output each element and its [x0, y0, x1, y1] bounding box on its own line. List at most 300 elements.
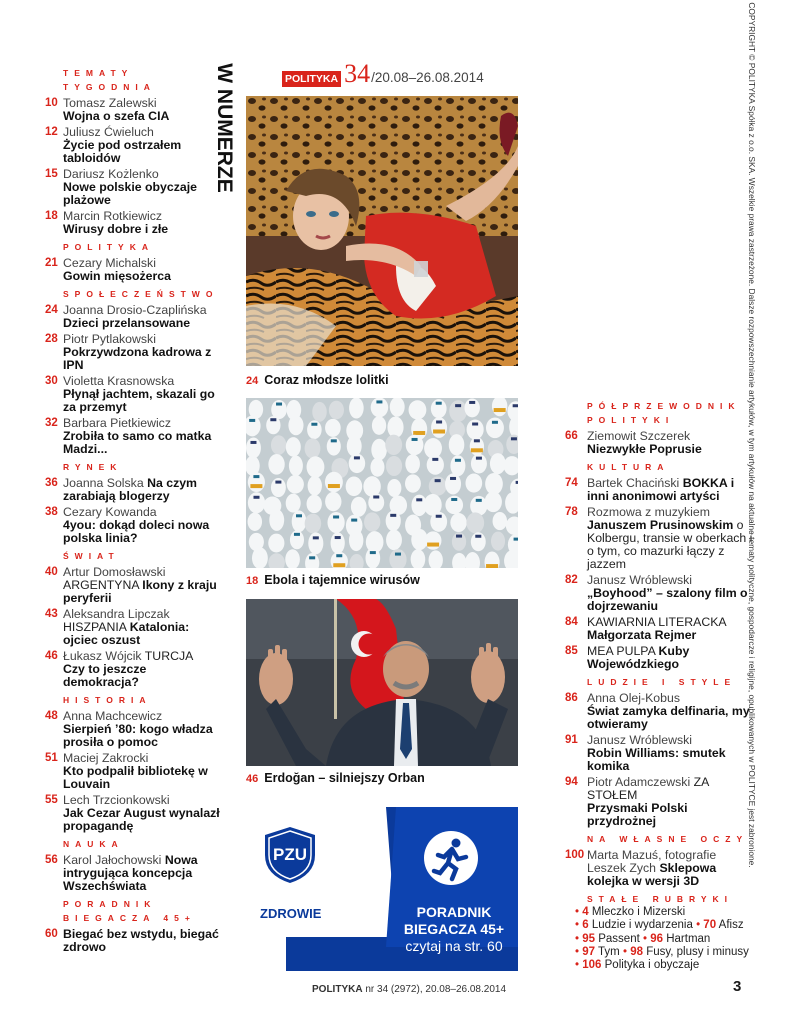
toc-entry[interactable]: [45, 928, 225, 954]
author: Łukasz Wójcik: [63, 649, 142, 663]
section-heading: KULTURA: [587, 462, 670, 472]
goggles: [354, 456, 360, 459]
toc-entry[interactable]: [565, 734, 755, 773]
author: Aleksandra Lipczak: [63, 607, 170, 621]
article-title: Kuby Wojewódzkiego: [587, 644, 690, 671]
toc-entry[interactable]: [565, 692, 755, 731]
section-heading: RYNEK: [63, 462, 123, 472]
page-number: 15: [45, 168, 58, 180]
toc-entry[interactable]: [45, 210, 225, 236]
bullet-icon: •: [575, 959, 583, 972]
hazmat-figure: [351, 497, 367, 517]
yellow-accent: [486, 564, 498, 568]
rubric-name: Ludzie i wydarzenia: [591, 919, 693, 932]
goggles: [472, 423, 478, 426]
hazmat-figure: [246, 437, 261, 458]
hazmat-figure: [331, 532, 345, 554]
bullet-icon: •: [643, 932, 651, 945]
page-number: 18: [45, 210, 58, 222]
bullet-icon: •: [575, 932, 583, 945]
hazmat-figure: [467, 419, 484, 439]
toc-entry[interactable]: [45, 477, 225, 503]
page-number: 43: [45, 608, 58, 620]
pzu-brand: PZU: [273, 845, 307, 864]
issue-dates: /20.08–26.08.2014: [371, 70, 484, 85]
toc-entry[interactable]: [565, 645, 755, 671]
toc-left-column: [45, 62, 225, 954]
goggles: [436, 515, 442, 518]
caption-lolitki: [246, 373, 389, 387]
hazmat-figure: [386, 530, 402, 551]
hazmat-figure: [325, 492, 341, 511]
hazmat-figure: [307, 495, 322, 513]
article-title: Gowin mięsożerca: [63, 269, 171, 283]
ad-title: [394, 904, 514, 955]
goggles: [476, 499, 482, 502]
toc-entry[interactable]: [45, 126, 225, 165]
toc-entry[interactable]: [45, 333, 225, 372]
hazmat-figure: [387, 416, 403, 438]
hazmat-figure: [485, 491, 502, 512]
section-tag: MEA PULPA: [587, 644, 656, 658]
author: Cezary Kowanda: [63, 505, 157, 519]
rubric-name: Tym: [598, 945, 620, 958]
hazmat-figure: [305, 514, 322, 534]
article-title: „Boyhood” – szalony film o dojrzewaniu: [587, 586, 748, 613]
rubric-page: 106: [582, 959, 602, 972]
hazmat-figure: [349, 398, 364, 419]
goggles: [275, 481, 281, 484]
author: Janusz Wróblewski: [587, 733, 693, 747]
page-number: 51: [45, 752, 58, 764]
page-number: 100: [565, 849, 585, 861]
article-title: Wirusy dobre i złe: [63, 222, 169, 236]
section-heading: PÓŁPRZEWODNIK POLITYKI: [587, 401, 741, 425]
hazmat-figure: [364, 512, 380, 531]
goggles: [455, 459, 461, 462]
hazmat-figure: [385, 435, 402, 455]
ad-line1: PORADNIK: [416, 904, 492, 920]
page-number: 60: [45, 928, 58, 940]
goggles: [469, 401, 475, 404]
toc-entry[interactable]: [565, 477, 755, 503]
photo-lolitki: [246, 96, 518, 366]
toc-entry[interactable]: [565, 616, 755, 642]
page-number: 84: [565, 616, 578, 628]
toc-entry[interactable]: [45, 608, 225, 647]
goggles: [390, 514, 396, 517]
article-title: Jak Cezar August wynalazł propagandę: [63, 806, 220, 833]
runner-icon: [422, 829, 480, 887]
section-heading: NAUKA: [63, 839, 124, 849]
pzu-advertisement[interactable]: [246, 807, 518, 971]
rubric-page: 96: [650, 932, 664, 945]
hazmat-figure: [449, 400, 467, 422]
bullet-icon: •: [575, 945, 583, 958]
page-number: 94: [565, 776, 578, 788]
hazmat-figure: [289, 456, 303, 476]
page-number: 28: [45, 333, 58, 345]
article-title: Nowa intrygująca koncepcja Wszechświata: [63, 853, 198, 893]
goggles: [276, 403, 282, 406]
author: Janusz Wróblewski: [587, 573, 693, 587]
goggles: [376, 400, 382, 403]
hazmat-figure: [269, 509, 284, 531]
author: Barbara Pietkiewicz: [63, 416, 171, 430]
pzu-logo: [260, 825, 320, 885]
author: Ziemowit Szczerek: [587, 429, 691, 443]
page-number: 12: [45, 126, 58, 138]
issue-number: 34: [344, 59, 371, 88]
hazmat-figure: [312, 402, 326, 422]
hazmat-figure: [346, 477, 363, 497]
page-number: 78: [565, 506, 578, 518]
issue-header: [282, 57, 484, 87]
hazmat-figure: [347, 436, 362, 457]
rubric-line: [565, 959, 755, 972]
page-number: 85: [565, 645, 578, 657]
article-title: Na czym zarabiają blogerzy: [63, 476, 197, 503]
goggles: [270, 418, 276, 421]
bullet-icon: •: [622, 945, 631, 958]
page-number: 86: [565, 692, 578, 704]
section-title-vertical: [212, 62, 236, 193]
toc-entry[interactable]: [45, 650, 225, 689]
author: Piotr Pytlakowski: [63, 332, 156, 346]
toc-entry[interactable]: [45, 417, 225, 456]
yellow-accent: [427, 543, 439, 547]
article-title: Kto podpalił bibliotekę w Louvain: [63, 764, 208, 791]
bullet-icon: •: [575, 906, 583, 918]
article-title: Czy to jeszcze demokracja?: [63, 662, 147, 689]
goggles: [296, 514, 302, 517]
hazmat-figure: [287, 475, 304, 494]
rubric-name: Passent: [598, 932, 640, 945]
toc-entry[interactable]: [565, 430, 755, 456]
goggles: [436, 402, 442, 405]
hazmat-figure: [449, 434, 465, 455]
page-number: 10: [45, 97, 58, 109]
rubric-name: Hartman: [666, 932, 711, 945]
goggles: [250, 441, 256, 444]
section-tag: KAWIARNIA LITERACKA: [587, 615, 726, 629]
section-title: W NUMERZE: [213, 62, 236, 193]
toc-entry[interactable]: [565, 776, 755, 828]
rubric-line: [565, 933, 755, 946]
hazmat-figure: [425, 531, 442, 549]
page-number: 91: [565, 734, 578, 746]
page-number: 21: [45, 257, 58, 269]
author: Marta Mazuś, fotografie Leszek Zych: [587, 848, 717, 875]
section-heading: TEMATY TYGODNIA: [63, 68, 156, 92]
page-footer: [312, 984, 506, 995]
goggles: [311, 423, 317, 426]
article-title: Sierpień ’80: kogo władza prosiła o pomoc: [63, 722, 213, 749]
hazmat-figure: [248, 513, 262, 531]
section-heading: PORADNIK BIEGACZA 45+: [63, 899, 196, 923]
yellow-accent: [433, 429, 445, 433]
goggles: [249, 419, 255, 422]
goggles: [450, 477, 456, 480]
article-title: Robin Williams: smutek komika: [587, 746, 726, 773]
page-number: 32: [45, 417, 58, 429]
copyright-note: [742, 2, 762, 868]
goggles: [516, 481, 518, 484]
toc-entry[interactable]: [45, 304, 225, 330]
bullet-icon: •: [575, 919, 583, 932]
hazmat-figure: [248, 492, 265, 513]
hazmat-figure: [286, 494, 301, 513]
goggles: [435, 479, 441, 482]
article-title: Niezwykłe Poprusie: [587, 442, 702, 456]
section-heading: SPOŁECZEŃSTWO: [63, 289, 219, 299]
article-title: Sklepowa kolejka w wersji 3D: [587, 861, 717, 888]
hazmat-figure: [430, 512, 447, 532]
article-title: Płynął jachtem, skazali go za przemyt: [63, 387, 215, 414]
rubric-line: [565, 946, 755, 959]
author: Dariusz Kożlenko: [63, 167, 159, 181]
author: Maciej Zakrocki: [63, 751, 149, 765]
article-title: 4you: dokąd doleci nowa polska linia?: [63, 518, 210, 545]
hazmat-figure: [372, 416, 386, 435]
page-number: 74: [565, 477, 578, 489]
author: Lech Trzcionkowski: [63, 793, 170, 807]
article-title: Nowe polskie obyczaje plażowe: [63, 180, 197, 207]
toc-entry[interactable]: [45, 854, 225, 893]
article-title: Pokrzywdzona kadrowa z IPN: [63, 345, 212, 372]
bullet-icon: •: [696, 919, 704, 932]
article-title: Dzieci przelansowane: [63, 316, 191, 330]
author: Rozmowa z muzykiem: [587, 505, 710, 519]
caption-page-number: 24: [246, 375, 259, 387]
goggles: [373, 495, 379, 498]
footer-logo: POLITYKA: [312, 984, 363, 995]
goggles: [455, 404, 461, 407]
hazmat-figure: [409, 400, 427, 419]
page-number: 3: [733, 978, 742, 995]
yellow-accent: [250, 484, 262, 488]
goggles: [513, 404, 518, 407]
hazmat-figure: [325, 419, 341, 437]
article-subtitle: o Kolbergu, transie w oberkach i o tym, co mazurki łączy z jazzem: [587, 518, 753, 571]
page-number: 38: [45, 506, 58, 518]
goggles: [253, 475, 259, 478]
goggles: [514, 538, 518, 541]
ad-line3: czytaj na str. 60: [405, 938, 503, 954]
page-number: 48: [45, 710, 58, 722]
goggles: [331, 439, 337, 442]
author: Piotr Adamczewski: [587, 775, 691, 789]
toc-entry[interactable]: [45, 710, 225, 749]
goggles: [511, 437, 517, 440]
goggles: [336, 554, 342, 557]
goggles: [351, 519, 357, 522]
toc-entry[interactable]: [45, 794, 225, 833]
section-tag: ARGENTYNA: [63, 578, 139, 592]
hazmat-figure: [370, 458, 384, 477]
rubric-name: Fusy, plusy i minusy: [646, 945, 749, 958]
toc-entry[interactable]: [45, 506, 225, 545]
toc-entry[interactable]: [45, 566, 225, 605]
yellow-accent: [333, 563, 345, 567]
hazmat-figure: [365, 548, 380, 568]
hazmat-figure: [371, 439, 387, 461]
hazmat-figure: [329, 401, 344, 420]
rubric-page: 70: [703, 919, 717, 932]
goggles: [474, 439, 480, 442]
page-number: 66: [565, 430, 578, 442]
goggles: [335, 536, 341, 539]
rubric-page: 6: [582, 919, 589, 932]
section-tag: TURCJA: [144, 649, 194, 663]
hazmat-figure: [431, 417, 447, 438]
section-tag: HISZPANIA: [63, 620, 127, 634]
author: Juliusz Ćwieluch: [63, 125, 154, 139]
rubric-page: 98: [630, 945, 643, 958]
toc-entry[interactable]: [565, 506, 755, 571]
article-title: Katalonia: ojciec oszust: [63, 620, 190, 647]
hazmat-figure: [466, 512, 484, 533]
goggles: [476, 457, 482, 460]
yellow-accent: [471, 448, 483, 452]
goggles: [370, 551, 376, 554]
page-number: 46: [45, 650, 58, 662]
hazmat-figure: [493, 512, 507, 530]
caption-page-number: 18: [246, 575, 259, 587]
hazmat-figure: [387, 479, 401, 497]
author: Anna Olej-Kobus: [587, 691, 680, 705]
goggles: [475, 535, 481, 538]
page-number: 55: [45, 794, 58, 806]
goggles: [309, 556, 315, 559]
article-title: Biegać bez wstydu, biegać zdrowo: [63, 927, 219, 954]
author: Tomasz Zalewski: [63, 96, 157, 110]
page-number: 40: [45, 566, 58, 578]
caption-text: Erdoğan – silniejszy Orban: [264, 771, 425, 785]
toc-entry[interactable]: [45, 375, 225, 414]
goggles: [294, 533, 300, 536]
pzu-sub: ZDROWIE: [260, 906, 322, 921]
article-title: Wojna o szefa CIA: [63, 109, 170, 123]
copyright-text: COPYRIGHT © POLITYKA Spółka z o.o. SKA. Wszelkie prawa zastrzeżone. Dalsze rozpowszechnianie artykułów, w tym artykułów na aktualne tematy polityczne, gospodarcze i religijne, opublikowanych w POLITYCE jest zabronione.: [747, 2, 757, 868]
toc-right-column: [565, 395, 755, 972]
caption-erdogan: [246, 771, 425, 785]
hazmat-figure: [308, 532, 323, 554]
page-number: 36: [45, 477, 58, 489]
caption-ebola: [246, 573, 420, 587]
photo-ebola: [246, 398, 518, 568]
author: Artur Domosławski: [63, 565, 166, 579]
hazmat-figure: [406, 435, 424, 455]
hazmat-figure: [465, 473, 482, 492]
rubric-name: Polityka i obyczaje: [604, 959, 700, 972]
rubric-name: Mleczko i Mizerski: [591, 906, 686, 918]
section-heading: STAŁE RUBRYKI: [587, 894, 733, 904]
hazmat-figure: [490, 453, 506, 474]
hazmat-figure: [271, 435, 286, 455]
author: Joanna Drosio-Czaplińska: [63, 303, 207, 317]
yellow-accent: [494, 408, 506, 412]
hazmat-figure: [386, 456, 402, 476]
toc-entry[interactable]: [565, 849, 755, 888]
hazmat-figure: [491, 532, 505, 551]
goggles: [492, 421, 498, 424]
author: Marcin Rotkiewicz: [63, 209, 163, 223]
hazmat-figure: [292, 510, 307, 532]
toc-entry[interactable]: [45, 257, 225, 283]
rubric-page: 95: [582, 932, 596, 945]
footer-text: nr 34 (2972), 20.08–26.08.2014: [365, 984, 507, 995]
toc-entry[interactable]: [45, 97, 225, 123]
section-heading: ŚWIAT: [63, 551, 120, 561]
caption-text: Coraz młodsze lolitki: [264, 373, 389, 387]
caption-page-number: 46: [246, 773, 259, 785]
section-heading: LUDZIE I STYLE: [587, 677, 737, 687]
hazmat-figure: [405, 454, 420, 473]
hazmat-figure: [305, 438, 321, 458]
hazmat-figure: [252, 547, 268, 568]
goggles: [395, 553, 401, 556]
author: Bartek Chaciński: [587, 476, 680, 490]
hazmat-figure: [268, 534, 284, 553]
ad-line2: BIEGACZA 45+: [403, 921, 505, 937]
goggles: [432, 458, 438, 461]
goggles: [313, 536, 319, 539]
article-title: Małgorzata Rejmer: [587, 628, 697, 642]
toc-entry[interactable]: [45, 168, 225, 207]
yellow-accent: [413, 431, 425, 435]
hazmat-figure: [268, 454, 284, 475]
rubric-page: 4: [582, 906, 589, 918]
article-title: Świat zamyka delfinaria, my otwieramy: [587, 704, 750, 731]
goggles: [456, 535, 462, 538]
rubric-name: Afisz: [718, 919, 744, 932]
hazmat-figure: [450, 513, 466, 532]
caption-text: Ebola i tajemnice wirusów: [264, 573, 420, 587]
hazmat-figure: [405, 474, 421, 492]
toc-entry[interactable]: [565, 574, 755, 613]
rubric-page: 97: [582, 945, 596, 958]
rubric-line: [565, 919, 755, 932]
author: Anna Machcewicz: [63, 709, 163, 723]
goggles: [412, 438, 418, 441]
article-title: BOKKA i inni anonimowi artyści: [587, 476, 735, 503]
section-heading: POLITYKA: [63, 242, 154, 252]
author: Cezary Michalski: [63, 256, 156, 270]
hazmat-figure: [386, 511, 401, 532]
article-title: Życie pod ostrzałem tabloidów: [63, 138, 182, 165]
hazmat-figure: [307, 456, 325, 477]
rubric-line: [565, 906, 755, 919]
goggles: [436, 420, 442, 423]
article-title: Przysmaki Polski przydrożnej: [587, 801, 688, 828]
toc-entry[interactable]: [45, 752, 225, 791]
article-title: Januszem Prusinowskim: [587, 518, 734, 532]
hazmat-figure: [486, 417, 504, 438]
page-number: 82: [565, 574, 578, 586]
hazmat-figure: [445, 473, 461, 494]
hazmat-figure: [327, 512, 344, 533]
hazmat-figure: [308, 476, 322, 496]
article-title: Zrobiła to samo co matka Madzi...: [63, 429, 212, 456]
hazmat-figure: [286, 437, 301, 457]
hazmat-figure: [450, 455, 465, 476]
goggles: [333, 515, 339, 518]
article-title: Ikony z kraju peryferii: [63, 578, 217, 605]
author: Karol Jałochowski: [63, 853, 162, 867]
yellow-accent: [328, 484, 340, 488]
page-number: 30: [45, 375, 58, 387]
